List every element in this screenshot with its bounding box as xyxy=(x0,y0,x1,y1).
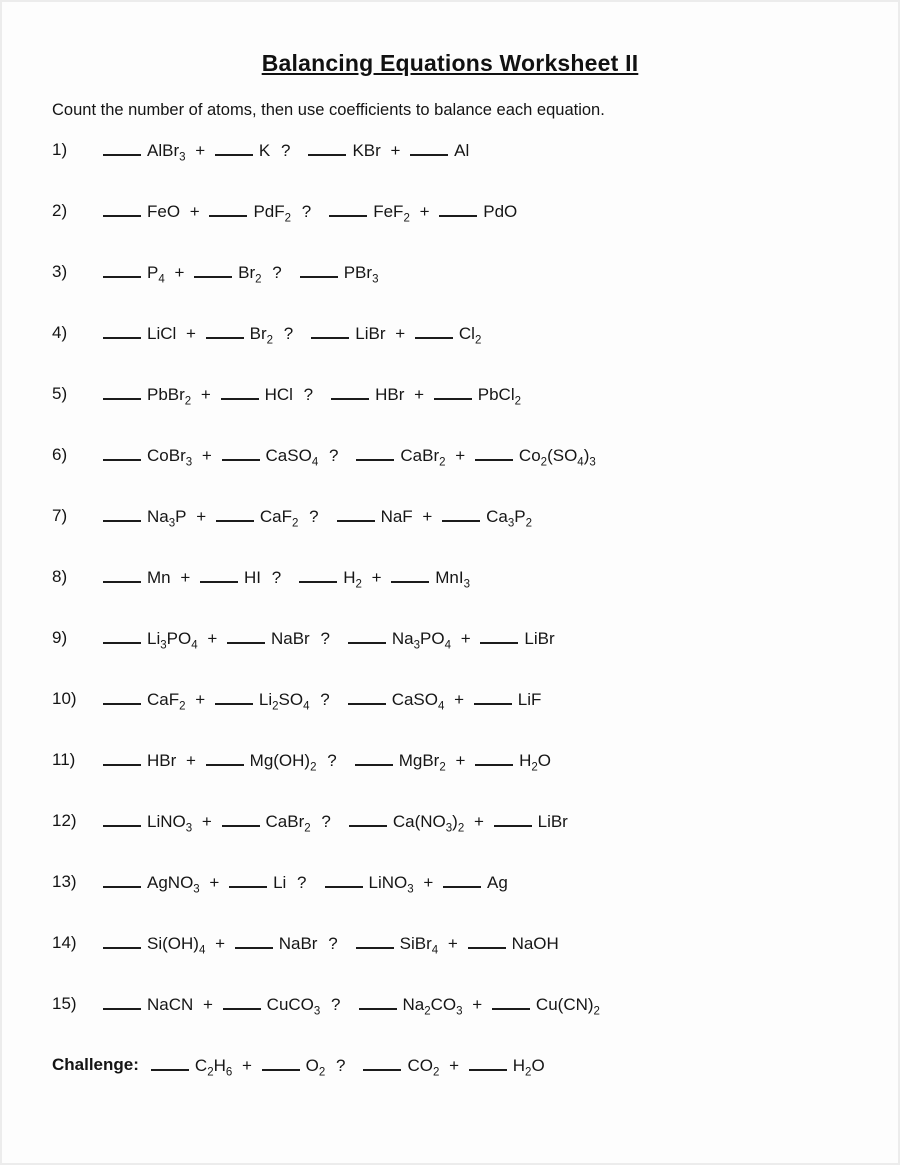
plus-sign: + xyxy=(385,141,406,160)
equation-body xyxy=(103,322,481,345)
equation-label: 11) xyxy=(52,750,76,769)
answer-blank xyxy=(494,810,532,827)
equation-row xyxy=(0,749,900,810)
answer-blank xyxy=(442,505,480,522)
plus-sign: + xyxy=(467,995,487,1014)
equation-label: 9) xyxy=(52,628,68,647)
answer-blank xyxy=(103,261,141,278)
equation-body xyxy=(103,383,521,406)
plus-sign: + xyxy=(191,507,211,526)
answer-blank xyxy=(222,444,260,461)
reaction-arrow: ? xyxy=(324,446,339,465)
equation-body xyxy=(103,932,559,955)
chemical-formula: CaF$_2$ xyxy=(147,690,186,713)
answer-blank xyxy=(480,627,518,644)
answer-blank xyxy=(103,383,141,400)
answer-blank xyxy=(103,139,141,156)
answer-blank xyxy=(194,261,232,278)
equation-body xyxy=(103,993,600,1016)
chemical-formula: FeO xyxy=(147,202,181,221)
chemical-formula: $Si(OH)_4$ xyxy=(147,934,206,957)
reaction-arrow: ? xyxy=(267,568,282,587)
chemical-formula: PbCl$_2$ xyxy=(477,385,522,408)
chemical-formula: NaCN xyxy=(147,995,194,1014)
plus-sign: + xyxy=(409,385,429,404)
answer-blank xyxy=(209,200,247,217)
chemical-formula: PdO xyxy=(483,202,518,221)
chemical-formula: $Cu(CN)_2$ xyxy=(535,995,600,1018)
chemical-formula: LiBr xyxy=(537,812,568,831)
chemical-formula: $Na_3PO_4$ xyxy=(391,629,452,652)
chemical-formula: NaF xyxy=(380,507,413,526)
plus-sign: + xyxy=(197,812,217,831)
chemical-formula: SiBr$_4$ xyxy=(399,934,439,957)
plus-sign: + xyxy=(210,934,230,953)
answer-blank xyxy=(262,1054,300,1071)
plus-sign: + xyxy=(197,446,217,465)
answer-blank xyxy=(103,444,141,461)
equation-body xyxy=(103,627,555,650)
chemical-formula: $Br_2$ xyxy=(238,263,262,286)
reaction-arrow: ? xyxy=(316,812,331,831)
chemical-formula: KBr xyxy=(352,141,381,160)
answer-blank xyxy=(103,627,141,644)
answer-blank xyxy=(359,993,397,1010)
equation-body xyxy=(103,749,551,772)
chemical-formula: $O_2$ xyxy=(305,1056,326,1079)
chemical-formula: CaBr$_2$ xyxy=(265,812,311,835)
chemical-formula: NaOH xyxy=(511,934,559,953)
answer-blank xyxy=(206,322,244,339)
chemical-formula: FeF$_2$ xyxy=(373,202,410,225)
chemical-formula: LiNO$_3$ xyxy=(147,812,193,835)
chemical-formula: $CO_2$ xyxy=(407,1056,440,1079)
equation-row xyxy=(0,322,900,383)
answer-blank xyxy=(348,688,386,705)
chemical-formula: CoBr$_3$ xyxy=(147,446,193,469)
chemical-formula: $Br_2$ xyxy=(249,324,274,347)
answer-blank xyxy=(434,383,472,400)
chemical-formula: MgBr$_2$ xyxy=(398,751,446,774)
chemical-formula: $Na_2CO_3$ xyxy=(402,995,463,1018)
answer-blank xyxy=(103,505,141,522)
answer-blank xyxy=(103,932,141,949)
answer-blank xyxy=(475,749,513,766)
reaction-arrow: ? xyxy=(298,385,314,404)
equation-label: 5) xyxy=(52,384,68,403)
equation-label: 1) xyxy=(52,140,68,159)
equation-row xyxy=(0,566,900,627)
chemical-formula: $Cl_2$ xyxy=(458,324,482,347)
answer-blank xyxy=(474,688,512,705)
answer-blank xyxy=(216,505,254,522)
chemical-formula: LiF xyxy=(517,690,542,709)
answer-blank xyxy=(348,627,386,644)
equations-list xyxy=(0,139,900,1115)
reaction-arrow: ? xyxy=(322,751,337,770)
answer-blank xyxy=(151,1054,189,1071)
equation-label: Challenge: xyxy=(52,1055,139,1074)
equation-body xyxy=(103,444,596,467)
answer-blank xyxy=(443,871,481,888)
chemical-formula: PbBr$_2$ xyxy=(147,385,192,408)
chemical-formula: HBr xyxy=(375,385,405,404)
reaction-arrow: ? xyxy=(276,141,291,160)
answer-blank xyxy=(229,871,267,888)
answer-blank xyxy=(308,139,346,156)
plus-sign: + xyxy=(450,446,470,465)
chemical-formula: $Li_2SO_4$ xyxy=(258,690,310,713)
answer-blank xyxy=(363,1054,401,1071)
equation-label: 8) xyxy=(52,567,68,586)
answer-blank xyxy=(410,139,448,156)
plus-sign: + xyxy=(449,690,469,709)
equation-row xyxy=(0,1054,900,1115)
answer-blank xyxy=(103,871,141,888)
equation-label: 3) xyxy=(52,262,68,281)
chemical-formula: NaBr xyxy=(278,934,318,953)
plus-sign: + xyxy=(185,202,205,221)
answer-blank xyxy=(103,993,141,1010)
equation-body xyxy=(103,139,469,162)
equation-row xyxy=(0,627,900,688)
equation-row xyxy=(0,505,900,566)
answer-blank xyxy=(206,749,244,766)
answer-blank xyxy=(103,566,141,583)
answer-blank xyxy=(475,444,513,461)
equation-row xyxy=(0,688,900,749)
plus-sign: + xyxy=(198,995,218,1014)
answer-blank xyxy=(355,749,393,766)
equation-label: 4) xyxy=(52,323,68,342)
plus-sign: + xyxy=(181,324,201,343)
reaction-arrow: ? xyxy=(323,934,338,953)
plus-sign: + xyxy=(444,1056,464,1075)
chemical-formula: $H_2O$ xyxy=(512,1056,545,1079)
equation-label: 2) xyxy=(52,201,68,220)
plus-sign: + xyxy=(450,751,471,770)
chemical-formula: AgNO$_3$ xyxy=(147,873,200,896)
equation-body xyxy=(103,200,517,223)
answer-blank xyxy=(235,932,273,949)
answer-blank xyxy=(215,139,253,156)
equation-row xyxy=(0,200,900,261)
chemical-formula: Al xyxy=(454,141,470,160)
answer-blank xyxy=(300,261,338,278)
equation-row xyxy=(0,383,900,444)
equation-label: 14) xyxy=(52,933,77,952)
plus-sign: + xyxy=(190,141,210,160)
answer-blank xyxy=(227,627,265,644)
equation-row xyxy=(0,139,900,200)
chemical-formula: CuCO$_3$ xyxy=(266,995,321,1018)
chemical-formula: LiNO$_3$ xyxy=(368,873,414,896)
equation-body xyxy=(151,1054,545,1077)
chemical-formula: CaSO$_4$ xyxy=(391,690,445,713)
answer-blank xyxy=(221,383,259,400)
equation-label: 6) xyxy=(52,445,68,464)
plus-sign: + xyxy=(443,934,463,953)
answer-blank xyxy=(331,383,369,400)
reaction-arrow: ? xyxy=(331,1056,346,1075)
equation-body xyxy=(103,505,532,528)
answer-blank xyxy=(215,688,253,705)
answer-blank xyxy=(325,871,363,888)
reaction-arrow: ? xyxy=(304,507,319,526)
reaction-arrow: ? xyxy=(315,629,330,648)
plus-sign: + xyxy=(175,568,195,587)
worksheet-title: Balancing Equations Worksheet II xyxy=(261,50,639,76)
chemical-formula: HI xyxy=(244,568,261,587)
answer-blank xyxy=(356,444,394,461)
answer-blank xyxy=(200,566,238,583)
chemical-formula: Ag xyxy=(487,873,508,892)
equation-body xyxy=(103,566,470,589)
instruction-text: Count the number of atoms, then use coefficients to balance each equation. xyxy=(52,101,605,119)
chemical-formula: $H_2O$ xyxy=(519,751,552,774)
equation-label: 13) xyxy=(52,872,77,891)
answer-blank xyxy=(103,688,141,705)
answer-blank xyxy=(469,1054,507,1071)
chemical-formula: NaBr xyxy=(270,629,310,648)
equation-body xyxy=(103,871,508,894)
answer-blank xyxy=(103,200,141,217)
plus-sign: + xyxy=(469,812,489,831)
reaction-arrow: ? xyxy=(279,324,294,343)
plus-sign: + xyxy=(202,629,222,648)
chemical-formula: K xyxy=(258,141,271,160)
answer-blank xyxy=(103,322,141,339)
plus-sign: + xyxy=(414,202,435,221)
plus-sign: + xyxy=(181,751,201,770)
answer-blank xyxy=(468,932,506,949)
plus-sign: + xyxy=(237,1056,257,1075)
answer-blank xyxy=(299,566,337,583)
chemical-formula: PdF$_2$ xyxy=(253,202,292,225)
equation-row xyxy=(0,993,900,1054)
chemical-formula: $H_2$ xyxy=(343,568,362,591)
plus-sign: + xyxy=(366,568,387,587)
answer-blank xyxy=(103,749,141,766)
plus-sign: + xyxy=(418,873,439,892)
chemical-formula: LiBr xyxy=(524,629,555,648)
answer-blank xyxy=(349,810,387,827)
chemical-formula: Mn xyxy=(147,568,171,587)
answer-blank xyxy=(311,322,349,339)
reaction-arrow: ? xyxy=(297,202,312,221)
equation-label: 10) xyxy=(52,689,77,708)
chemical-formula: AlBr$_3$ xyxy=(147,141,186,164)
equation-label: 12) xyxy=(52,811,77,830)
plus-sign: + xyxy=(190,690,210,709)
answer-blank xyxy=(329,200,367,217)
chemical-formula: HCl xyxy=(264,385,293,404)
answer-blank xyxy=(103,810,141,827)
answer-blank xyxy=(222,810,260,827)
chemical-formula: $C_2H_6$ xyxy=(194,1056,233,1079)
equation-row xyxy=(0,261,900,322)
chemical-formula: PBr$_3$ xyxy=(343,263,379,286)
chemical-formula: $Ca(NO_3)_2$ xyxy=(392,812,465,835)
answer-blank xyxy=(415,322,453,339)
reaction-arrow: ? xyxy=(326,995,341,1014)
chemical-formula: $Li_3PO_4$ xyxy=(147,629,198,652)
chemical-formula: CaBr$_2$ xyxy=(400,446,446,469)
chemical-formula: $Ca_3P_2$ xyxy=(486,507,532,530)
plus-sign: + xyxy=(196,385,216,404)
chemical-formula: CaSO$_4$ xyxy=(265,446,319,469)
chemical-formula: HBr xyxy=(147,751,177,770)
chemical-formula: $Mg(OH)_2$ xyxy=(249,751,317,774)
chemical-formula: $Na_3P$ xyxy=(147,507,187,530)
plus-sign: + xyxy=(456,629,476,648)
answer-blank xyxy=(439,200,477,217)
equation-body xyxy=(103,810,568,833)
chemical-formula: Li xyxy=(273,873,287,892)
answer-blank xyxy=(391,566,429,583)
chemical-formula: $Co_2(SO_4)_3$ xyxy=(518,446,596,469)
equation-row xyxy=(0,871,900,932)
equation-row xyxy=(0,444,900,505)
answer-blank xyxy=(223,993,261,1010)
chemical-formula: CaF$_2$ xyxy=(259,507,299,530)
reaction-arrow: ? xyxy=(267,263,282,282)
answer-blank xyxy=(492,993,530,1010)
plus-sign: + xyxy=(417,507,438,526)
plus-sign: + xyxy=(390,324,410,343)
equation-body xyxy=(103,261,378,284)
equation-row xyxy=(0,932,900,993)
chemical-formula: LiBr xyxy=(355,324,386,343)
plus-sign: + xyxy=(169,263,190,282)
reaction-arrow: ? xyxy=(315,690,330,709)
chemical-formula: LiCl xyxy=(147,324,177,343)
answer-blank xyxy=(337,505,375,522)
answer-blank xyxy=(356,932,394,949)
chemical-formula: $P_4$ xyxy=(147,263,165,286)
reaction-arrow: ? xyxy=(292,873,307,892)
equation-row xyxy=(0,810,900,871)
equation-label: 15) xyxy=(52,994,77,1013)
equation-body xyxy=(103,688,541,711)
equation-label: 7) xyxy=(52,506,68,525)
chemical-formula: MnI$_3$ xyxy=(435,568,470,591)
plus-sign: + xyxy=(204,873,225,892)
